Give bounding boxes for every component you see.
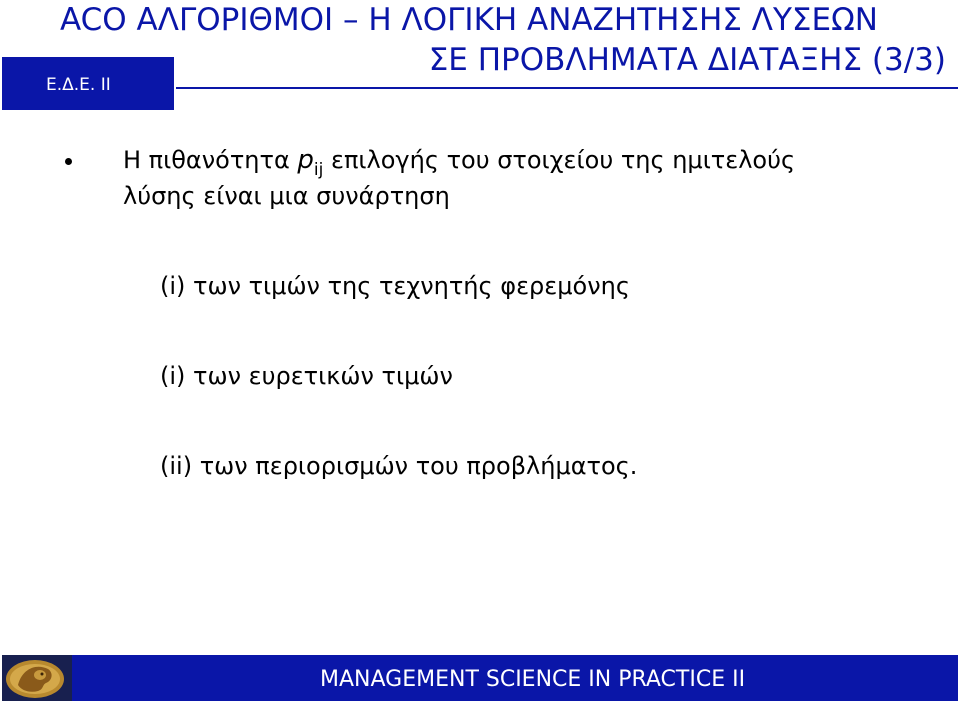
bullet-text-line-1 (123, 145, 796, 180)
bullet-icon (65, 158, 72, 165)
course-tag-label: Ε.Δ.Ε. ΙΙ (46, 75, 111, 95)
slide-title-line-1: ACO ΑΛΓΟΡΙΘΜΟΙ – Η ΛΟΓΙΚΗ ΑΝΑΖΗΤΗΣΗΣ ΛΥΣΕΩΝ (60, 2, 878, 38)
course-tag-box (2, 57, 174, 110)
probability-subscript: ij (313, 160, 324, 180)
probability-variable: p (297, 145, 314, 175)
bullet-text-line-2: λύσης είναι μια συνάρτηση (123, 182, 450, 210)
footer-bar (2, 655, 958, 701)
list-item-heuristic: (i) των ευρετικών τιμών (160, 362, 453, 390)
bullet-text-before: Η πιθανότητα (123, 146, 298, 174)
list-item-constraints: (ii) των περιορισμών του προβλήματος. (160, 452, 638, 480)
title-divider (176, 87, 958, 89)
footer-course-title: MANAGEMENT SCIENCE IN PRACTICE II (320, 667, 746, 692)
ancient-coin-logo-icon (2, 655, 72, 701)
bullet-text-after: επιλογής του στοιχείου της ημιτελούς (323, 146, 796, 174)
list-item-pheromone: (i) των τιμών της τεχνητής φερεμόνης (160, 272, 630, 300)
slide-title-line-2: ΣΕ ΠΡΟΒΛΗΜΑΤΑ ΔΙΑΤΑΞΗΣ (3/3) (428, 42, 946, 78)
